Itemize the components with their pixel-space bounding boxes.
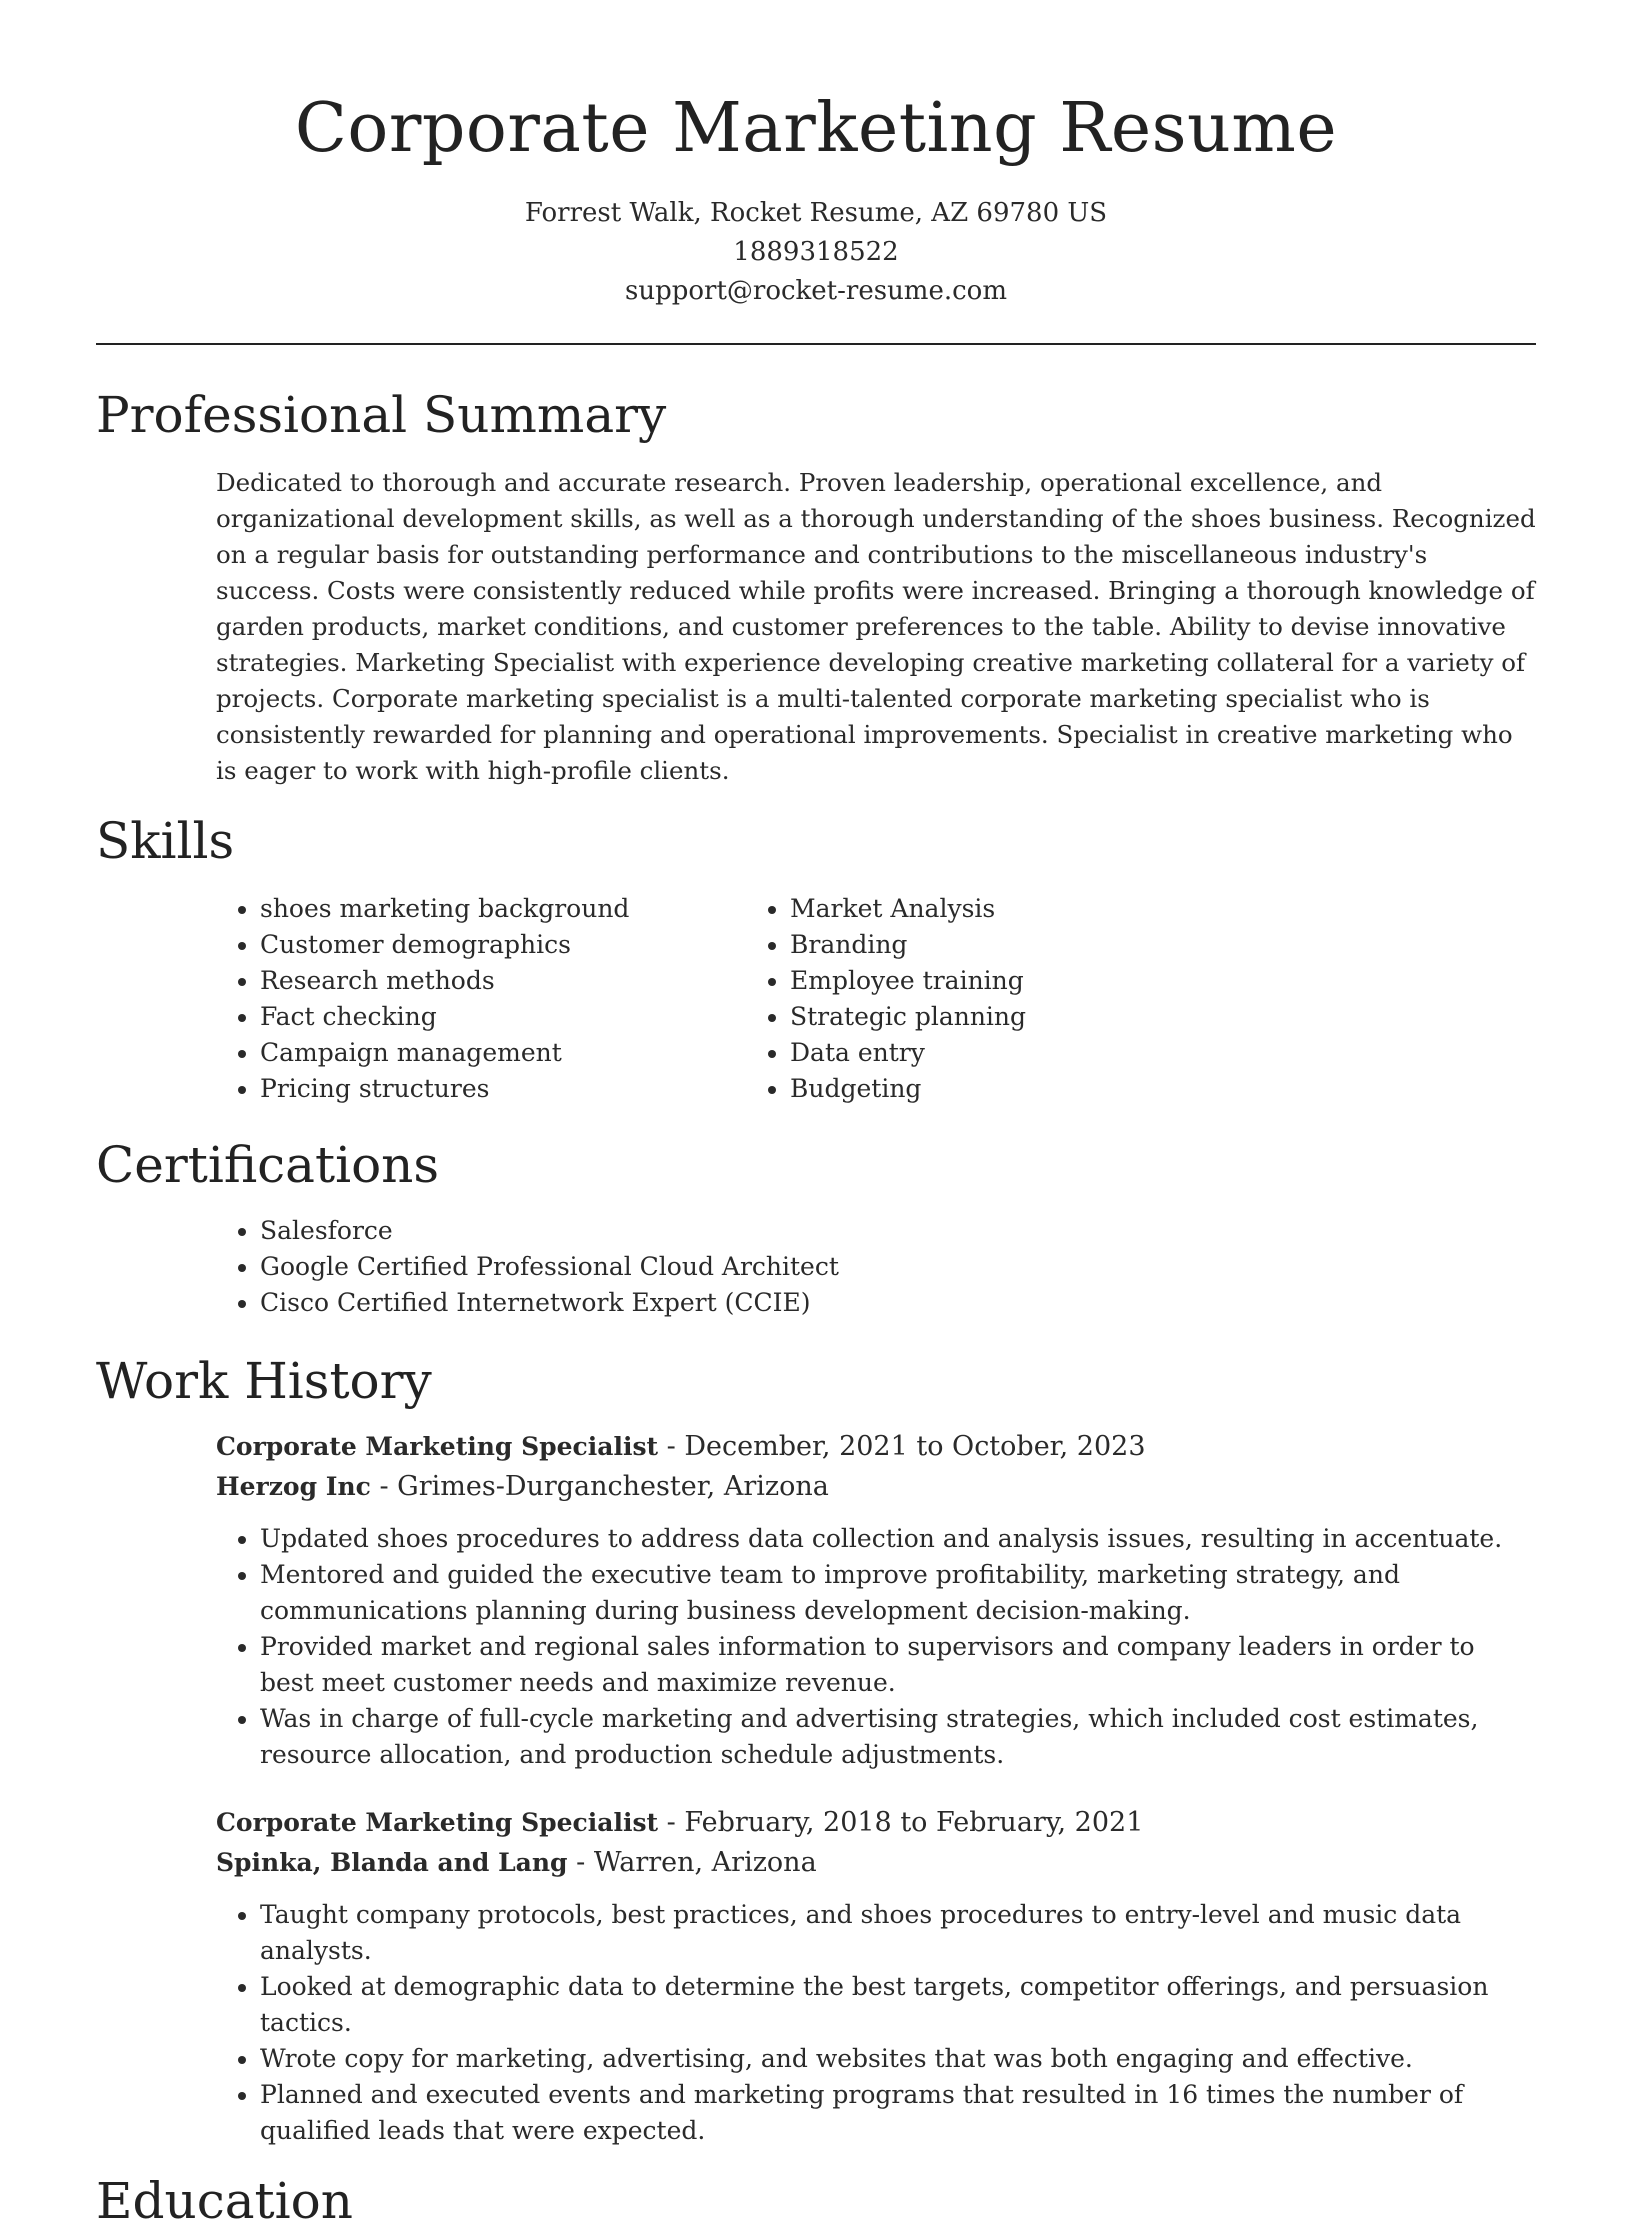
job-bullet: • Taught company protocols, best practices, and shoes procedures to entry-level and music data analysts. bbox=[260, 1897, 1536, 1969]
skill-item: • Market Analysis bbox=[790, 891, 1396, 927]
job-bullets bbox=[96, 1521, 1536, 1773]
skills-heading: Skills bbox=[96, 812, 235, 870]
certifications-heading: Certifications bbox=[96, 1136, 440, 1194]
job-title: Corporate Marketing Specialist bbox=[216, 1432, 659, 1461]
resume-page bbox=[96, 0, 1536, 2231]
job-title-line bbox=[216, 1803, 1536, 1843]
contact-address: Forrest Walk, Rocket Resume, AZ 69780 US bbox=[524, 198, 1108, 228]
skill-item: • Strategic planning bbox=[790, 999, 1396, 1035]
certifications-list bbox=[96, 1213, 1536, 1321]
header-divider bbox=[96, 343, 1536, 345]
job-company-line bbox=[216, 1843, 1536, 1883]
skill-item: • Campaign management bbox=[260, 1035, 746, 1071]
skill-item: • Research methods bbox=[260, 963, 746, 999]
job-entry bbox=[96, 1803, 1536, 2149]
education-heading: Education bbox=[96, 2172, 353, 2230]
skill-item: • Branding bbox=[790, 927, 1396, 963]
job-company: Spinka, Blanda and Lang bbox=[216, 1848, 568, 1877]
job-location: Warren, Arizona bbox=[593, 1847, 817, 1878]
summary-text: Dedicated to thorough and accurate research. Proven leadership, operational excellence, and organizational development skills, as well as a thorough understanding of the shoes business. Recognized on a regular basis for outstanding performance and contributions to the miscellaneous industry's success. Costs were consistently reduced while profits were increased. Bringing a thorough knowledge of garden products, market conditions, and customer preferences to the table. Ability to devise innovative strategies. Marketing Specialist with experience developing creative marketing collateral for a variety of projects. Corporate marketing specialist is a multi-talented corporate marketing specialist who is consistently rewarded for planning and operational improvements. Specialist in creative marketing who is eager to work with high-profile clients. bbox=[216, 468, 1536, 785]
certification-item: • Salesforce bbox=[260, 1213, 1536, 1249]
certification-item: • Cisco Certified Internetwork Expert (CCIE) bbox=[260, 1285, 1536, 1321]
job-location: Grimes-Durganchester, Arizona bbox=[397, 1471, 829, 1502]
skill-item: • Budgeting bbox=[790, 1071, 1396, 1107]
certification-item: • Google Certified Professional Cloud Architect bbox=[260, 1249, 1536, 1285]
summary-heading: Professional Summary bbox=[96, 386, 667, 444]
separator: - bbox=[658, 1807, 685, 1838]
job-bullet: • Updated shoes procedures to address data collection and analysis issues, resulting in accentuate. bbox=[260, 1521, 1536, 1557]
job-bullet: • Planned and executed events and marketing programs that resulted in 16 times the number of qualified leads that were expected. bbox=[260, 2077, 1536, 2149]
job-dates: February, 2018 to February, 2021 bbox=[684, 1807, 1144, 1838]
skill-item: • shoes marketing background bbox=[260, 891, 746, 927]
job-bullet: • Was in charge of full-cycle marketing and advertising strategies, which included cost estimates, resource allocation, and production schedule adjustments. bbox=[260, 1701, 1536, 1773]
job-entry bbox=[96, 1427, 1536, 1773]
separator: - bbox=[658, 1431, 685, 1462]
job-company-line bbox=[216, 1467, 1536, 1507]
job-company: Herzog Inc bbox=[216, 1472, 371, 1501]
job-bullet: • Looked at demographic data to determine the best targets, competitor offerings, and persuasion tactics. bbox=[260, 1969, 1536, 2041]
job-title-line bbox=[216, 1427, 1536, 1467]
separator: - bbox=[370, 1471, 398, 1502]
skills-column-left bbox=[96, 891, 746, 1107]
job-title: Corporate Marketing Specialist bbox=[216, 1808, 659, 1837]
skill-item: • Fact checking bbox=[260, 999, 746, 1035]
contact-email: support@rocket-resume.com bbox=[624, 276, 1007, 306]
contact-phone: 1889318522 bbox=[733, 237, 899, 267]
resume-title: Corporate Marketing Resume bbox=[294, 89, 1338, 168]
skill-item: • Data entry bbox=[790, 1035, 1396, 1071]
job-bullet: • Wrote copy for marketing, advertising, and websites that was both engaging and effective. bbox=[260, 2041, 1536, 2077]
skills-column-right bbox=[746, 891, 1396, 1107]
separator: - bbox=[567, 1847, 594, 1878]
skill-item: • Employee training bbox=[790, 963, 1396, 999]
job-bullet: • Mentored and guided the executive team to improve profitability, marketing strategy, and communications planning during business development decision-making. bbox=[260, 1557, 1536, 1629]
skills-columns bbox=[96, 891, 1536, 1107]
job-dates: December, 2021 to October, 2023 bbox=[684, 1431, 1146, 1462]
skill-item: • Customer demographics bbox=[260, 927, 746, 963]
job-bullet: • Provided market and regional sales information to supervisors and company leaders in order to best meet customer needs and maximize revenue. bbox=[260, 1629, 1536, 1701]
job-bullets bbox=[96, 1897, 1536, 2149]
skill-item: • Pricing structures bbox=[260, 1071, 746, 1107]
work-history-heading: Work History bbox=[96, 1352, 432, 1410]
contact-block bbox=[96, 194, 1536, 311]
